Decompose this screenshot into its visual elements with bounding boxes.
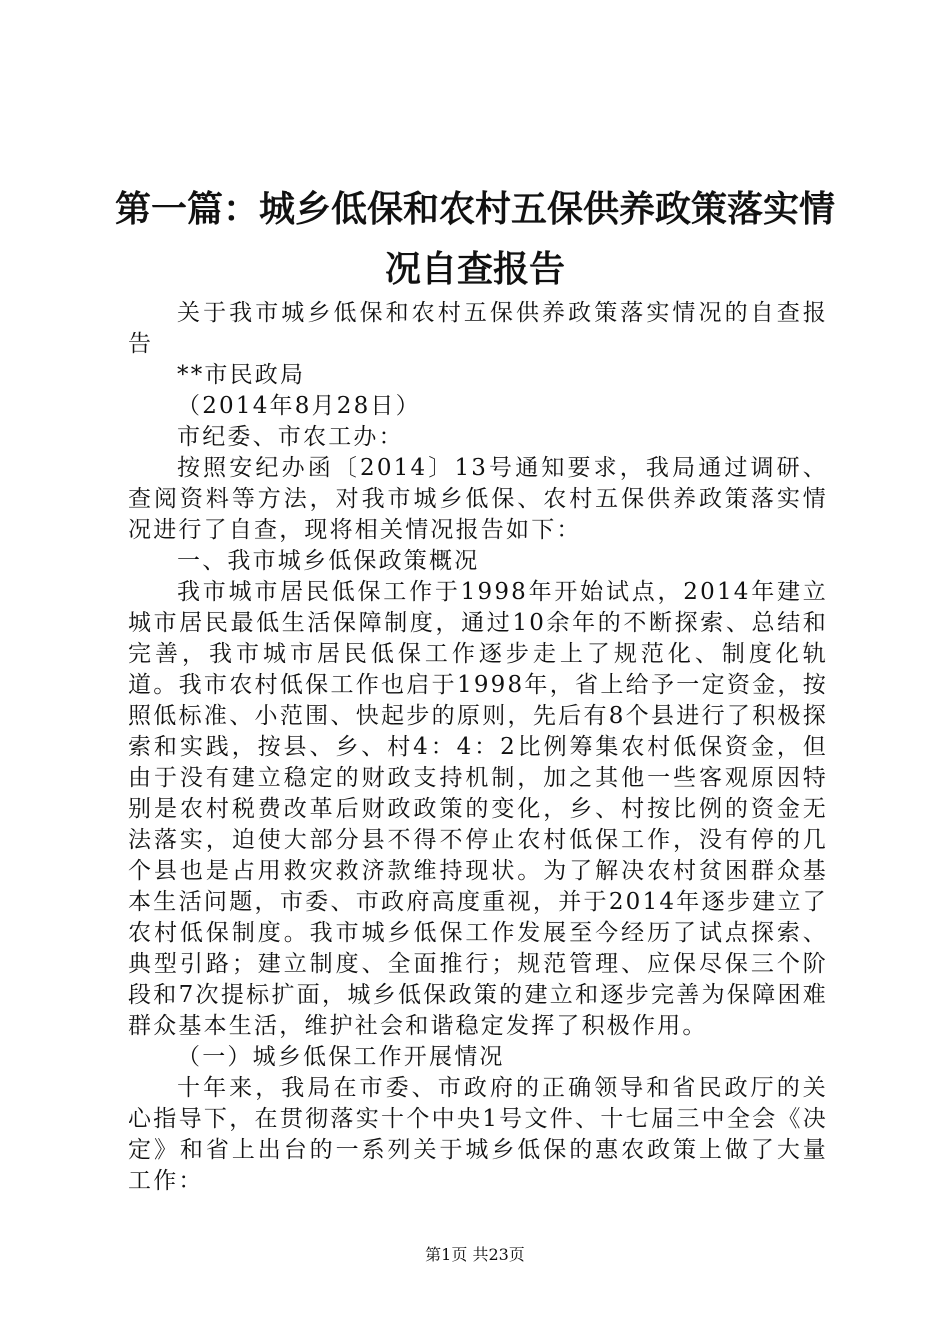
document-title-line-2: 况自查报告 xyxy=(384,249,565,290)
document-title-line-1: 第一篇：城乡低保和农村五保供养政策落实情 xyxy=(114,189,835,230)
subsection-heading-1: （一）城乡低保工作开展情况 xyxy=(177,1044,505,1070)
work-paragraph: 十年来，我局在市委、市政府的正确领导和省民政厅的关心指导下，在贯彻落实十个中央1号文件、十七届三中全会《决定》和省上出台的一系列关于城乡低保的惠农政策上做了大量工作： xyxy=(128,1075,828,1194)
document-body xyxy=(128,298,828,1197)
page-footer: 第1页 共23页 xyxy=(425,1245,525,1264)
intro-paragraph: 按照安纪办函〔2014〕13号通知要求，我局通过调研、查阅资料等方法，对我市城乡低保、农村五保供养政策落实情况进行了自查，现将相关情况报告如下： xyxy=(128,455,828,543)
issuer: **市民政局 xyxy=(177,362,306,388)
section-heading-1: 一、我市城乡低保政策概况 xyxy=(177,548,480,574)
report-subtitle: 关于我市城乡低保和农村五保供养政策落实情况的自查报告 xyxy=(128,300,828,357)
report-date: （2014年8月28日） xyxy=(177,393,421,419)
overview-paragraph: 我市城市居民低保工作于1998年开始试点，2014年建立城市居民最低生活保障制度，通过10余年的不断探索、总结和完善，我市城市居民低保工作逐步走上了规范化、制度化轨道。我市农村低保工作也启于1998年，省上给予一定资金，按照低标准、小范围、快起步的原则，先后有8个县进行了积极探索和实践，按县、乡、村4：4：2比例筹集农村低保资金，但由于没有建立稳定的财政支持机制，加之其他一些客观原因特别是农村税费改革后财政政策的变化，乡、村按比例的资金无法落实，迫使大部分县不得不停止农村低保工作，没有停的几个县也是占用救灾救济款维持现状。为了解决农村贫困群众基本生活问题，市委、市政府高度重视，并于2014年逐步建立了农村低保制度。我市城乡低保工作发展至今经历了试点探索、典型引路；建立制度、全面推行；规范管理、应保尽保三个阶段和7次提标扩面，城乡低保政策的建立和逐步完善为保障困难群众基本生活，维护社会和谐稳定发挥了积极作用。 xyxy=(128,579,828,1039)
recipients: 市纪委、市农工办： xyxy=(177,424,404,450)
